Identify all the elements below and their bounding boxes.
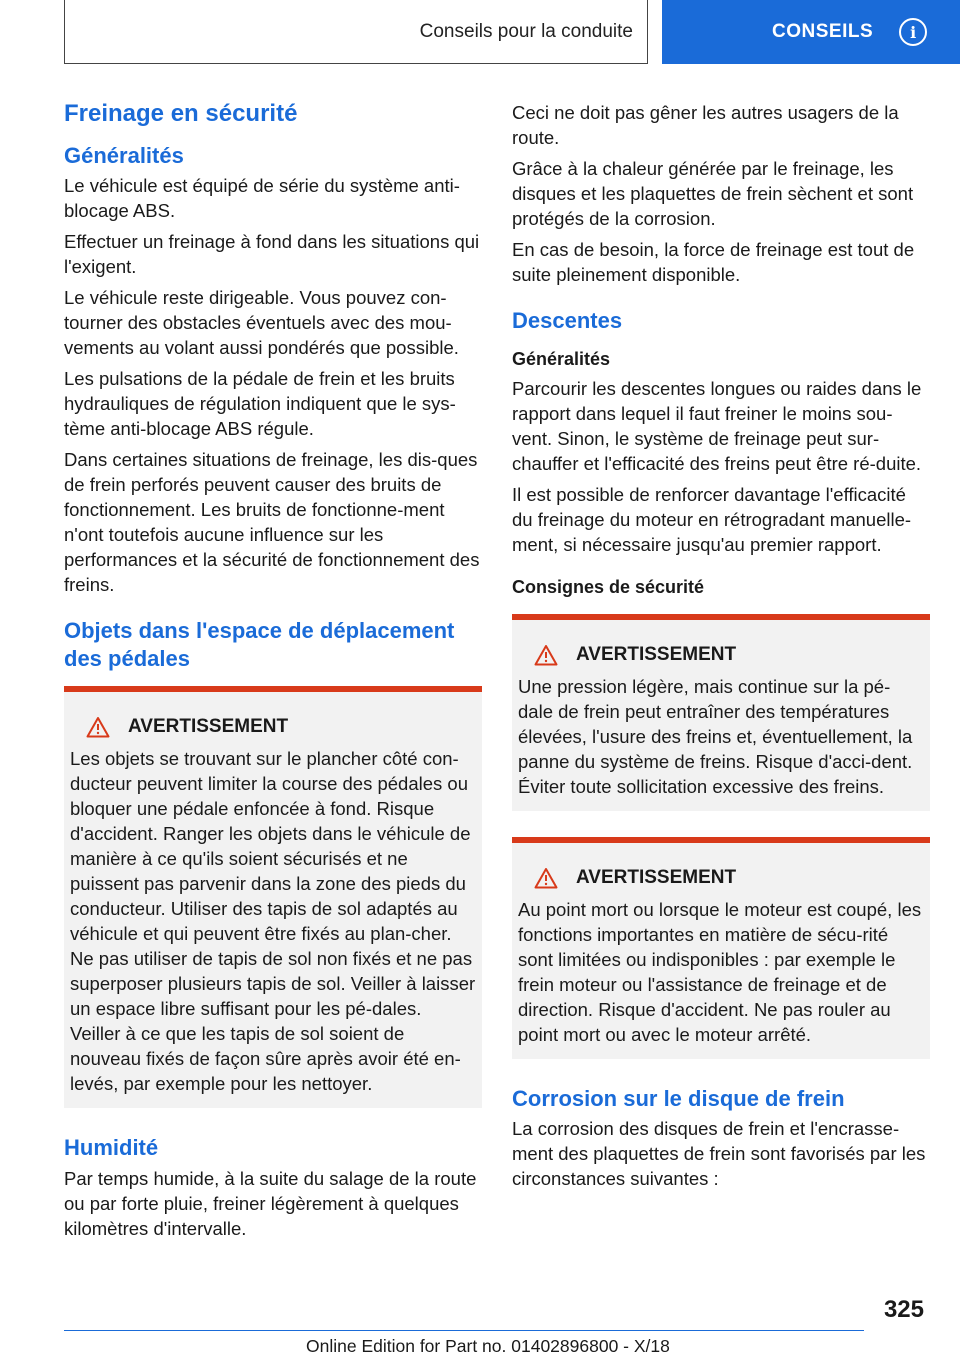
warning-box <box>512 614 930 811</box>
paragraph: Effectuer un freinage à fond dans les situations qui l'exigent. <box>64 231 480 278</box>
warning-box <box>512 837 930 1059</box>
warning-title: AVERTISSEMENT <box>534 867 924 889</box>
warning-text: Les objets se trouvant sur le plancher côté con-ducteur peuvent limiter la course des pédales ou bloquer une pédale enfoncée à fond. Risque d'accident. Ranger les objets dans le véhicule de manière à ce qu'ils soient sécurisés et ne puissent pas parvenir dans la zone des pieds du conducteur. Utiliser des tapis de sol adaptés au véhicule et qui peuvent être fixés au plan-cher. Ne pas utiliser de tapis de sol non fixés et ne pas superposer plusieurs tapis de sol. Veiller à laisser un espace libre suffisant pour les pé-dales. Veiller à ce que les tapis de sol soient de nouveau fixés de façon sûre après avoir été en-levés, par exemple pour les nettoyer. <box>70 748 476 1095</box>
paragraph: Dans certaines situations de freinage, les dis-ques de frein perforés peuvent causer des bruits de fonctionnement. Les bruits de fonctionne-ment n'ont toutefois aucune influence sur les performances et la sécurité de fonctionnement des freins. <box>64 449 480 596</box>
warning-triangle-icon <box>86 716 110 738</box>
title-freinage: Freinage en sécurité <box>64 100 298 127</box>
paragraph: Grâce à la chaleur générée par le freinage, les disques et les plaquettes de frein sèchent et sont protégés de la corrosion. <box>512 158 914 229</box>
right-column <box>512 100 930 1197</box>
subheading-consignes: Consignes de sécurité <box>512 576 705 597</box>
heading-humidite: Humidité <box>64 1135 159 1161</box>
paragraph: La corrosion des disques de frein et l'encrasse-ment des plaquettes de frein sont favorisés par les circonstances suivantes : <box>512 1118 926 1189</box>
paragraph: Le véhicule est équipé de série du système anti-blocage ABS. <box>64 175 460 222</box>
header-chapter-label: CONSEILS <box>772 21 874 42</box>
info-icon[interactable]: i <box>899 18 927 46</box>
page-number: 325 <box>883 1296 924 1323</box>
heading-objets: Objets dans l'espace de déplacement des pédales <box>64 618 455 671</box>
heading-corrosion: Corrosion sur le disque de frein <box>512 1085 845 1111</box>
header-section-title: Conseils pour la conduite <box>419 20 633 42</box>
header-section-box <box>64 0 648 64</box>
paragraph: Le véhicule reste dirigeable. Vous pouvez con-tourner des obstacles éventuels avec des mou-vements au volant aussi pondérés que possible. <box>64 287 459 359</box>
warning-title: AVERTISSEMENT <box>86 716 476 738</box>
warning-triangle-icon <box>534 867 558 889</box>
warning-box <box>64 686 482 1108</box>
warning-triangle-icon <box>534 644 558 666</box>
warning-title: AVERTISSEMENT <box>534 644 924 666</box>
warning-text: Une pression légère, mais continue sur la pé-dale de frein peut entraîner des températures élevées, l'usure des freins et, éventuellement, la panne du système de freins. Risque d'acci-dent. Éviter toute sollicitation excessive des freins. <box>518 675 913 797</box>
left-column <box>64 100 482 1247</box>
warning-text: Au point mort ou lorsque le moteur est coupé, les fonctions importantes en matière de sécu-rité sont limitées ou indisponibles : par exemple le frein moteur ou l'assistance de freinage et de direction. Risque d'accident. Ne pas rouler au point mort ou avec le moteur arrêté. <box>518 898 922 1045</box>
paragraph: Par temps humide, à la suite du salage de la route ou par forte pluie, freiner légèrement à quelques kilomètres d'intervalle. <box>64 1167 477 1239</box>
header-chapter-tab[interactable] <box>662 0 960 64</box>
paragraph: Ceci ne doit pas gêner les autres usagers de la route. <box>512 102 899 148</box>
subheading-generalites: Généralités <box>512 348 611 369</box>
heading-generalites: Généralités <box>64 142 184 168</box>
paragraph: En cas de besoin, la force de freinage est tout de suite pleinement disponible. <box>512 239 915 285</box>
paragraph: Les pulsations de la pédale de frein et les bruits hydrauliques de régulation indiquent que le sys-tème anti-blocage ABS régule. <box>64 368 456 440</box>
footer-edition: Online Edition for Part no. 01402896800 - X/18 <box>306 1336 670 1356</box>
footer-divider <box>64 1330 864 1331</box>
paragraph: Parcourir les descentes longues ou raides dans le rapport dans lequel il faut freiner le moins sou-vent. Sinon, le système de freinage peut sur-chauffer et l'efficacité des freins peut être ré-duite. <box>512 377 922 474</box>
paragraph: Il est possible de renforcer davantage l'efficacité du freinage du moteur en rétrogradant manuelle-ment, si nécessaire jusqu'au premier rapport. <box>512 483 912 555</box>
heading-descentes: Descentes <box>512 308 623 333</box>
